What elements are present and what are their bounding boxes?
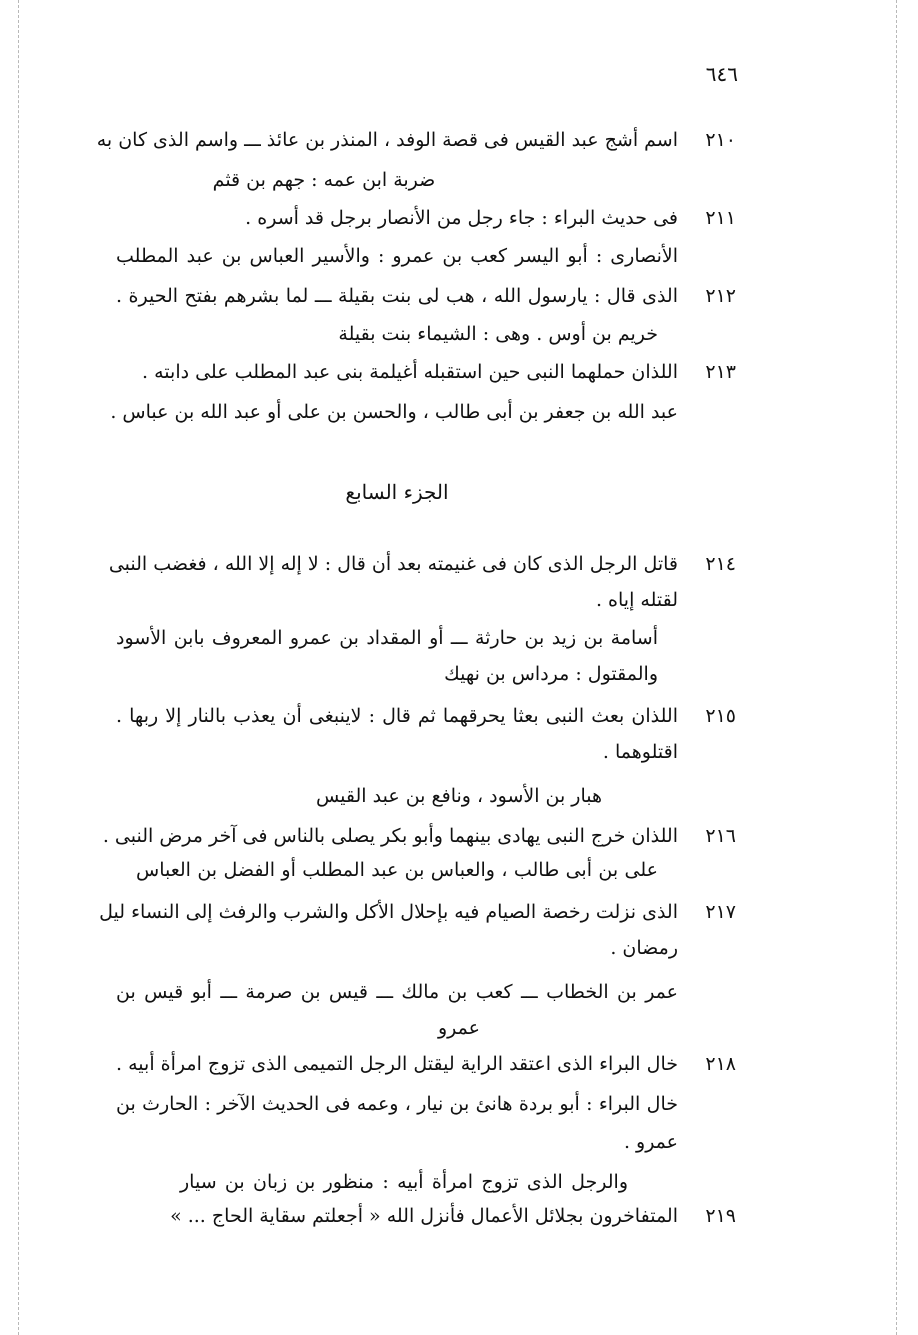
entry-number: ٢١٨ (705, 1053, 736, 1075)
entry-question: اللذان بعث النبى بعثا يحرقهما ثم قال : لاينبغى أن يعذب بالنار إلا ربها . (116, 705, 678, 727)
left-margin-rule (18, 0, 19, 1335)
entry-answer: هبار بن الأسود ، ونافع بن عبد القيس (315, 785, 603, 807)
entry-answer: خريم بن أوس . وهى : الشيماء بنت بقيلة (338, 323, 658, 345)
entry-question: قاتل الرجل الذى كان فى غنيمته بعد أن قال : لا إله إلا الله ، فغضب النبى (108, 553, 678, 575)
entry-number: ٢١٥ (705, 705, 736, 727)
entry-answer-continued: والمقتول : مرداس بن نهيك (444, 663, 658, 685)
entry-question-continued: اقتلوهما . (602, 741, 678, 763)
entry-answer: خال البراء : أبو بردة هانئ بن نيار ، وعمه فى الحديث الآخر : الحارث بن (116, 1093, 678, 1115)
entry-answer: على بن أبى طالب ، والعباس بن عبد المطلب أو الفضل بن العباس (136, 859, 658, 881)
entry-number: ٢١٩ (705, 1205, 736, 1227)
entry-answer: الأنصارى : أبو اليسر كعب بن عمرو : والأسير العباس بن عبد المطلب (116, 245, 678, 267)
entry-number: ٢١٠ (705, 129, 736, 151)
entry-question: المتفاخرون بجلائل الأعمال فأنزل الله « أجعلتم سقاية الحاج ... » (170, 1205, 678, 1227)
entry-number: ٢١٧ (705, 901, 736, 923)
entry-question: اللذان حملهما النبى حين استقبله أغيلمة بنى عبد المطلب على دابته . (142, 361, 678, 383)
entry-answer: عمر بن الخطاب ـــ كعب بن مالك ـــ قيس بن صرمة ـــ أبو قيس بن (116, 981, 678, 1003)
page-number: ٦٤٦ (705, 62, 738, 86)
entry-question: خال البراء الذى اعتقد الراية ليقتل الرجل التميمى الذى تزوج امرأة أبيه . (116, 1053, 678, 1075)
entry-question: الذى قال : يارسول الله ، هب لى بنت بقيلة ـــ لما بشرهم بفتح الحيرة . (116, 285, 678, 307)
entry-answer: ضربة ابن عمه : جهم بن قثم (212, 169, 436, 191)
entry-answer: عبد الله بن جعفر بن أبى طالب ، والحسن بن على أو عبد الله بن عباس . (110, 401, 678, 423)
section-heading: الجزء السابع (345, 480, 449, 504)
entry-question-continued: رمضان . (610, 937, 678, 959)
entry-question: اللذان خرج النبى يهادى بينهما وأبو بكر يصلى بالناس فى آخر مرض النبى . (102, 825, 678, 847)
entry-answer-continued: عمرو . (623, 1131, 678, 1153)
entry-question: فى حديث البراء : جاء رجل من الأنصار برجل قد أسره . (245, 207, 678, 229)
right-margin-rule (896, 0, 897, 1335)
entry-question-continued: لقتله إياه . (595, 589, 678, 611)
entry-number: ٢١٣ (705, 361, 736, 383)
entry-number: ٢١١ (705, 207, 736, 229)
entry-question: اسم أشج عبد القيس فى قصة الوفد ، المنذر بن عائذ ـــ واسم الذى كان به (96, 129, 678, 151)
entry-number: ٢١٢ (705, 285, 736, 307)
entry-question: الذى نزلت رخصة الصيام فيه بإحلال الأكل والشرب والرفث إلى النساء ليل (99, 901, 678, 923)
entry-answer: أسامة بن زيد بن حارثة ـــ أو المقداد بن عمرو المعروف بابن الأسود (116, 627, 658, 649)
entry-answer-continued: عمرو (438, 1017, 480, 1039)
entry-number: ٢١٦ (705, 825, 736, 847)
entry-number: ٢١٤ (705, 553, 736, 575)
entry-answer-note: والرجل الذى تزوج امرأة أبيه : منظور بن زبان بن سيار (180, 1171, 628, 1193)
